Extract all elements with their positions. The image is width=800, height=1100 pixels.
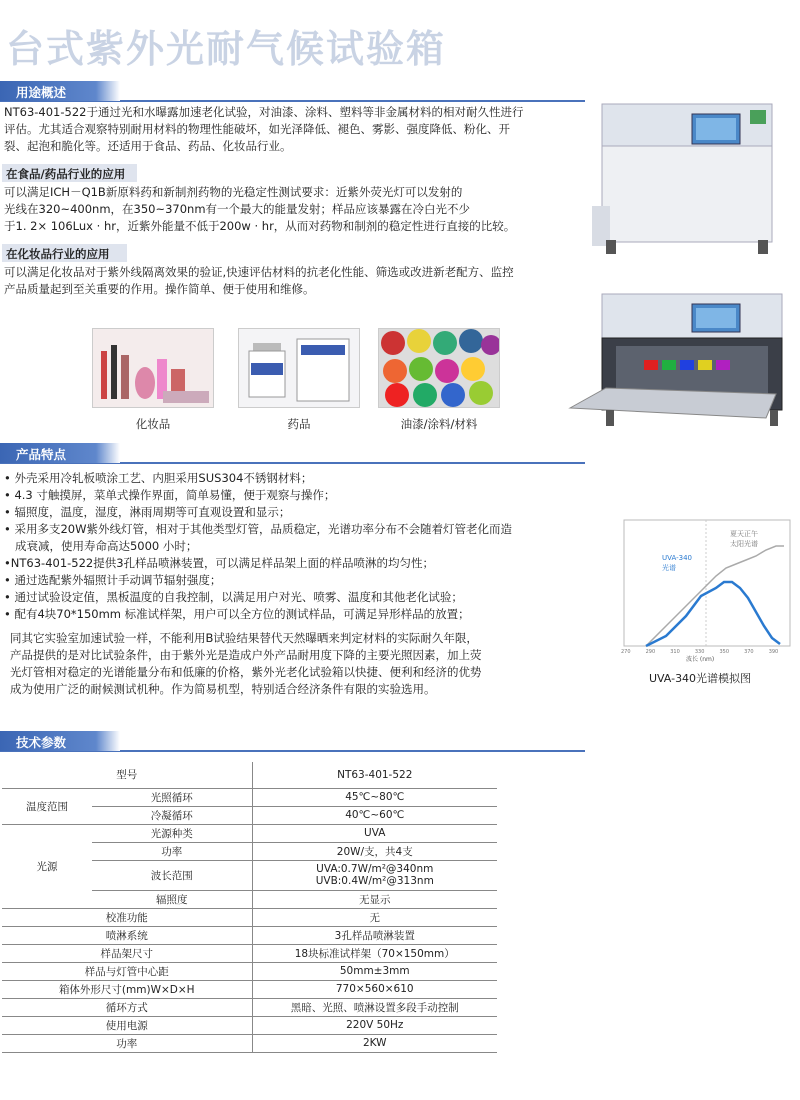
x-tick-label: 290 bbox=[645, 649, 656, 655]
food-drug-text: 可以满足ICH－Q1B新原料药和新制剂药物的光稳定性测试要求：近紫外荧光灯可以发射的 光线在320~400nm，在350~370nm有一个最大的能量发射；样品应该暴露在冷白光不少 于1. 2× 106Lux · hr，近紫外能量不低于200w · hr，从而对药物和制剂的稳定性进行直接的比较。 bbox=[4, 185, 516, 233]
spec-sublabel: 辐照度 bbox=[92, 890, 252, 908]
x-tick-label: 330 bbox=[694, 649, 705, 655]
x-axis-label: 波长 (nm) bbox=[686, 656, 715, 663]
spec-value: 3孔样品喷淋装置 bbox=[252, 926, 497, 944]
spec-value: 40℃~60℃ bbox=[252, 806, 497, 824]
spec-sublabel: 光源种类 bbox=[92, 824, 252, 842]
usage-text: NT63-401-522于通过光和水曝露加速老化试验，对油漆、涂料、塑料等非金属材料的相对耐久性进行 评估。尤其适合观察特别耐用材料的物理性能破坏，如光泽降低、褪色、雾影、强度降低、粉化、开 裂、起泡和脆化等。还适用于食品、药品、化妆品行业。 bbox=[4, 105, 524, 153]
spec-label: 样品与灯管中心距 bbox=[2, 962, 252, 980]
product-photo-open bbox=[566, 290, 790, 430]
cosmetic-text: 可以满足化妆品对于紫外线隔离效果的验证,快速评估材料的抗老化性能、筛选或改进新老配方、监控 产品质量起到至关重要的作用。操作简单、便于使用和维修。 bbox=[4, 265, 514, 296]
product-photo-closed bbox=[592, 96, 790, 268]
spec-sublabel: 冷凝循环 bbox=[92, 806, 252, 824]
spec-value: 无显示 bbox=[252, 890, 497, 908]
list-item: •NT63-401-522提供3孔样品喷淋装置，可以满足样品架上面的样品喷淋的均匀性； bbox=[4, 556, 435, 570]
table-row bbox=[2, 998, 497, 1016]
table-row bbox=[2, 962, 497, 980]
sun-label: 夏天正午 bbox=[730, 530, 758, 538]
spec-value: 2KW bbox=[252, 1034, 497, 1052]
list-item: • 通过选配紫外辐照计手动调节辐射强度； bbox=[4, 573, 222, 587]
list-item: • 通过试验设定值，黑板温度的自我控制，以满足用户对光、喷雾、温度和其他老化试验； bbox=[4, 590, 463, 604]
spec-sublabel: 功率 bbox=[92, 842, 252, 860]
cosmetics-photo bbox=[92, 328, 214, 408]
section-heading-usage: 用途概述 bbox=[0, 81, 120, 101]
table-row bbox=[2, 908, 497, 926]
summary-text: 同其它实验室加速试验一样，不能利用B试验结果替代天然曝晒来判定材料的实际耐久年限， 产品提供的是对比试验条件，由于紫外光是造成户外产品耐用度下降的主要光照因素，加上荧 光灯管相对稳定的光谱能量分布和低廉的价格，紫外光老化试验箱以快捷、便利和经济的优势 成为使用广泛的耐候测试机种。作为简易机型，特别适合经济条件有限的实验选用。 bbox=[10, 631, 482, 696]
spectrum-chart bbox=[606, 516, 792, 666]
spec-value: UVA bbox=[252, 824, 497, 842]
table-row bbox=[2, 944, 497, 962]
x-tick-label: 390 bbox=[768, 649, 779, 655]
table-row bbox=[2, 926, 497, 944]
section-heading-specs: 技术参数 bbox=[0, 731, 120, 751]
spec-label: 使用电源 bbox=[2, 1016, 252, 1034]
uva-label-2: 光谱 bbox=[662, 564, 676, 572]
spec-value: NT63-401-522 bbox=[252, 762, 497, 788]
list-item: • 4.3 寸触摸屏，菜单式操作界面，简单易懂，便于观察与操作； bbox=[4, 488, 336, 502]
table-row bbox=[2, 1034, 497, 1052]
spec-value: 50mm±3mm bbox=[252, 962, 497, 980]
x-tick-label: 310 bbox=[670, 649, 680, 655]
caption-materials: 油漆/涂料/材料 bbox=[400, 417, 478, 431]
subheading-cosmetic: 在化妆品行业的应用 bbox=[2, 244, 127, 262]
sun-label-2: 太阳光谱 bbox=[730, 540, 758, 548]
spec-value: 45℃~80℃ bbox=[252, 788, 497, 806]
spec-value: 无 bbox=[252, 908, 497, 926]
spec-label: 样品架尺寸 bbox=[2, 944, 252, 962]
list-item: • 辐照度，温度，湿度，淋雨周期等可直观设置和显示； bbox=[4, 505, 291, 519]
spec-label: 循环方式 bbox=[2, 998, 252, 1016]
table-row bbox=[2, 788, 497, 806]
spec-label: 温度范围 bbox=[2, 788, 92, 824]
spec-label: 型号 bbox=[2, 762, 252, 788]
spec-label: 功率 bbox=[2, 1034, 252, 1052]
spectrum-caption: UVA-340光谱模拟图 bbox=[648, 672, 752, 685]
features-list bbox=[4, 470, 594, 623]
list-item: • 外壳采用冷轧板喷涂工艺、内胆采用SUS304不锈钢材料； bbox=[4, 471, 313, 485]
spec-label: 校准功能 bbox=[2, 908, 252, 926]
list-item: • 配有4块70*150mm 标准试样架，用户可以全方位的测试样品，可满足异形样品的放置； bbox=[4, 607, 470, 621]
caption-cosmetics: 化妆品 bbox=[135, 417, 171, 431]
list-item: 成衰减，使用寿命高达5000 小时； bbox=[4, 539, 198, 553]
table-row bbox=[2, 762, 497, 788]
spec-label: 光源 bbox=[2, 824, 92, 908]
spec-sublabel: 光照循环 bbox=[92, 788, 252, 806]
spec-value: UVA:0.7W/m²@340nm UVB:0.4W/m²@313nm bbox=[252, 860, 497, 890]
medicine-photo bbox=[238, 328, 360, 408]
spec-value: 770×560×610 bbox=[252, 980, 497, 998]
caption-medicine: 药品 bbox=[287, 417, 311, 431]
x-tick-label: 270 bbox=[621, 649, 631, 655]
uva-label: UVA-340 bbox=[662, 554, 692, 562]
spec-value: 黑暗、光照、喷淋设置多段手动控制 bbox=[252, 998, 497, 1016]
spec-label: 箱体外形尺寸(mm)W×D×H bbox=[2, 980, 252, 998]
table-row bbox=[2, 1016, 497, 1034]
table-row bbox=[2, 980, 497, 998]
subheading-food-drug: 在食品/药品行业的应用 bbox=[2, 164, 137, 182]
spec-table bbox=[2, 762, 497, 1053]
spec-label: 喷淋系统 bbox=[2, 926, 252, 944]
spec-value: 220V 50Hz bbox=[252, 1016, 497, 1034]
spec-value: 18块标准试样架（70×150mm） bbox=[252, 944, 497, 962]
spec-value: 20W/支，共4支 bbox=[252, 842, 497, 860]
spec-sublabel: 波长范围 bbox=[92, 860, 252, 890]
list-item: • 采用多支20W紫外线灯管，相对于其他类型灯管，品质稳定，光谱功率分布不会随着灯管老化而造 bbox=[4, 522, 512, 536]
paint-materials-photo bbox=[378, 328, 500, 408]
section-heading-features: 产品特点 bbox=[0, 443, 120, 463]
table-row bbox=[2, 824, 497, 842]
page-title: 台式紫外光耐气候试验箱 bbox=[6, 27, 447, 71]
x-tick-label: 370 bbox=[744, 649, 754, 655]
x-tick-label: 350 bbox=[719, 649, 730, 655]
